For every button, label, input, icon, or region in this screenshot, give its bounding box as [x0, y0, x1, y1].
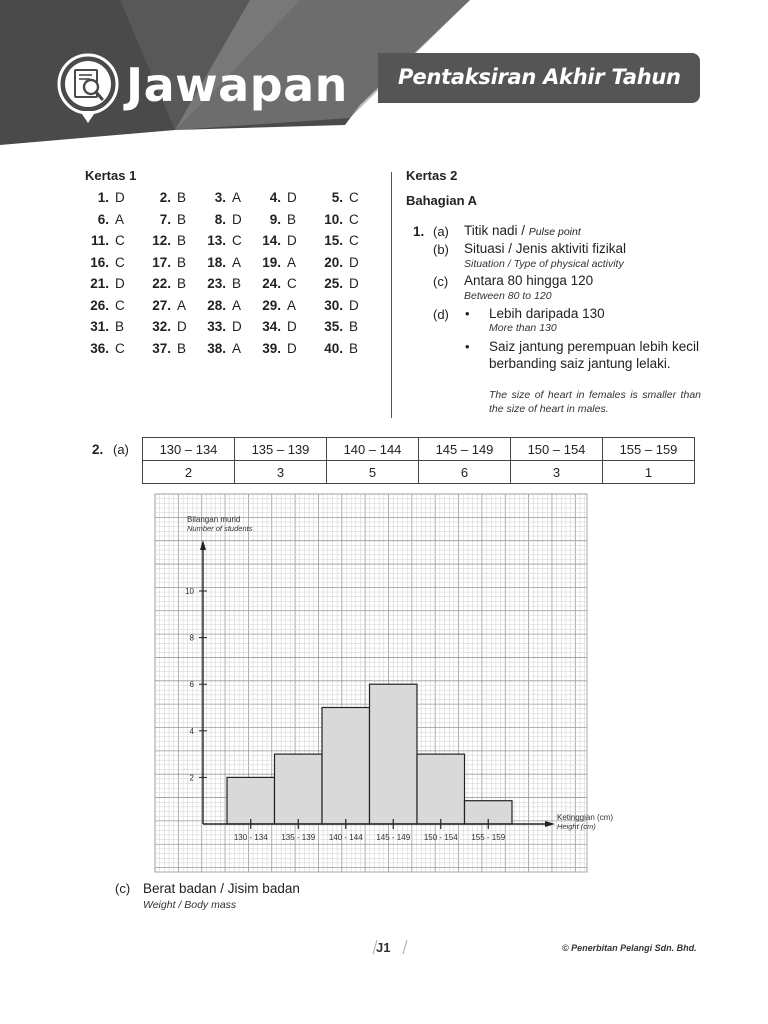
- q1d-item2-text: Saiz jantung perempuan lebih kecil berbanding saiz jantung lelaki.: [489, 339, 699, 371]
- table-value-cell: 3: [511, 461, 603, 484]
- page-title: Jawapan: [126, 58, 348, 112]
- table-value-row: [143, 461, 695, 484]
- answer-item: [202, 233, 242, 248]
- answer-number: 36.: [90, 340, 109, 356]
- answer-value: C: [349, 233, 359, 248]
- answer-item: [85, 255, 125, 270]
- answer-value: B: [177, 254, 187, 270]
- answer-number: 3.: [214, 190, 226, 205]
- q1d-item1-text: Lebih daripada 130: [489, 306, 605, 321]
- table-value-cell: 1: [603, 461, 695, 484]
- answer-number: 5.: [331, 190, 343, 205]
- x-tick-label: 150 - 154: [423, 833, 458, 842]
- answer-number: 31.: [90, 319, 109, 334]
- answer-value: D: [287, 340, 297, 356]
- answer-value: A: [287, 254, 297, 270]
- histogram-bar: [417, 754, 465, 824]
- answer-number: 1.: [97, 190, 109, 205]
- answer-item: [85, 212, 124, 227]
- answer-number: 24.: [262, 276, 281, 291]
- answer-item: [202, 212, 242, 227]
- histogram-bar: [322, 708, 370, 825]
- answer-number: 28.: [207, 297, 226, 313]
- answer-number: 16.: [90, 254, 109, 270]
- kertas1-section: [85, 168, 385, 356]
- answer-value: D: [287, 319, 297, 334]
- kertas1-title: Kertas 1: [85, 168, 137, 183]
- answer-row: [85, 341, 385, 363]
- answer-value: D: [349, 276, 359, 291]
- answer-number: 22.: [152, 276, 171, 291]
- q1b-label: (b): [433, 242, 449, 257]
- y-tick-label: 8: [189, 633, 194, 643]
- table-header-cell: 130 – 134: [143, 438, 235, 461]
- q2-number: 2.: [92, 442, 104, 457]
- histogram-svg: [155, 494, 614, 872]
- answer-item: [85, 233, 125, 248]
- answer-item: [257, 212, 296, 227]
- y-axis-label-english: Number of students: [187, 524, 253, 533]
- answer-value: D: [287, 233, 297, 248]
- answer-number: 18.: [207, 254, 226, 270]
- answer-value: D: [232, 319, 242, 334]
- answer-number: 35.: [324, 319, 343, 334]
- answer-item: [202, 319, 242, 334]
- answer-item: [319, 276, 359, 291]
- answer-value: B: [349, 340, 359, 356]
- table-header-cell: 150 – 154: [511, 438, 603, 461]
- answer-number: 20.: [324, 254, 343, 270]
- answer-row: [85, 298, 385, 320]
- page-number: J1: [376, 940, 391, 955]
- answer-item: [319, 255, 359, 270]
- answer-number: 32.: [152, 319, 171, 334]
- answer-value: A: [232, 190, 242, 205]
- q2a-label: (a): [113, 442, 129, 457]
- table-value-cell: 3: [235, 461, 327, 484]
- answer-number: 38.: [207, 340, 226, 356]
- x-tick-label: 140 - 144: [328, 833, 363, 842]
- answer-value: B: [177, 233, 187, 248]
- answer-value: A: [232, 340, 242, 356]
- answer-number: 27.: [152, 297, 171, 313]
- answer-number: 6.: [97, 211, 109, 227]
- answer-number: 17.: [152, 254, 171, 270]
- answer-number: 37.: [152, 340, 171, 356]
- answer-value: D: [115, 276, 125, 291]
- column-divider: [391, 172, 392, 418]
- answer-value: B: [232, 276, 242, 291]
- answer-value: A: [115, 211, 125, 227]
- answer-number: 11.: [90, 233, 109, 248]
- answer-row: [85, 212, 385, 234]
- answer-item: [257, 190, 297, 205]
- answer-item: [85, 190, 125, 205]
- answer-number: 25.: [324, 276, 343, 291]
- x-tick-label: 130 - 134: [233, 833, 268, 842]
- answer-item: [319, 341, 358, 356]
- q1a-text: Titik nadi / Pulse point: [464, 223, 581, 238]
- kertas1-answer-grid: [85, 190, 385, 362]
- answer-number: 23.: [207, 276, 226, 291]
- answer-item: [147, 276, 186, 291]
- answer-item: [257, 276, 297, 291]
- q2c-text: Berat badan / Jisim badan: [143, 881, 300, 896]
- answer-value: B: [287, 211, 297, 227]
- x-tick-label: 135 - 139: [281, 833, 316, 842]
- answer-item: [319, 190, 359, 205]
- y-axis-label: Bilangan murid: [187, 515, 241, 524]
- answer-value: A: [177, 297, 187, 313]
- answer-item: [257, 255, 296, 270]
- header-banner: [0, 0, 768, 150]
- answer-number: 39.: [262, 340, 281, 356]
- table-value-cell: 2: [143, 461, 235, 484]
- answer-item: [202, 341, 241, 356]
- y-tick-label: 4: [189, 726, 194, 736]
- answer-value: C: [115, 233, 125, 248]
- table-header-cell: 145 – 149: [419, 438, 511, 461]
- answer-value: C: [349, 211, 359, 227]
- answer-value: C: [115, 340, 125, 356]
- answer-value: A: [287, 297, 297, 313]
- answer-item: [319, 298, 359, 313]
- histogram-bar: [227, 777, 275, 824]
- table-value-cell: 6: [419, 461, 511, 484]
- table-value-cell: 5: [327, 461, 419, 484]
- answer-item: [85, 298, 125, 313]
- kertas2-title: Kertas 2: [406, 168, 458, 183]
- answer-number: 26.: [90, 297, 109, 313]
- answer-item: [319, 319, 358, 334]
- q1a-label: (a): [433, 224, 449, 239]
- y-tick-label: 2: [189, 773, 194, 783]
- answer-value: C: [349, 190, 359, 205]
- answer-number: 7.: [159, 211, 171, 227]
- answer-number: 4.: [269, 190, 281, 205]
- q1c-label: (c): [433, 274, 449, 289]
- answer-item: [85, 341, 125, 356]
- answer-number: 40.: [324, 340, 343, 356]
- answer-item: [147, 190, 186, 205]
- q1d-item1-english: More than 130: [489, 322, 557, 334]
- answer-item: [147, 298, 186, 313]
- answer-number: 33.: [207, 319, 226, 334]
- answer-item: [147, 341, 186, 356]
- q1-number: 1.: [413, 224, 425, 239]
- answer-item: [147, 233, 186, 248]
- table-header-cell: 140 – 144: [327, 438, 419, 461]
- y-tick-label: 6: [189, 680, 194, 690]
- answer-number: 19.: [262, 254, 281, 270]
- x-tick-label: 155 - 159: [471, 833, 506, 842]
- answer-item: [319, 212, 359, 227]
- answer-item: [202, 298, 241, 313]
- q2c-label: (c): [115, 881, 131, 896]
- q1c-english: Between 80 to 120: [464, 290, 552, 302]
- q1a-english: Pulse point: [528, 226, 581, 238]
- bullet-1: •: [465, 306, 470, 321]
- answer-value: B: [177, 211, 187, 227]
- answer-item: [202, 190, 241, 205]
- answer-value: D: [287, 190, 297, 205]
- answer-item: [147, 212, 186, 227]
- histogram-bar: [370, 684, 418, 824]
- q1d-item2-english: The size of heart in females is smaller than the size of heart in males.: [489, 389, 701, 415]
- section-title: Bahagian A: [406, 193, 478, 208]
- answer-value: B: [177, 340, 187, 356]
- histogram-bar: [275, 754, 323, 824]
- q1c-text: Antara 80 hingga 120: [464, 273, 594, 288]
- answer-item: [147, 319, 187, 334]
- answer-item: [202, 255, 241, 270]
- answer-row: [85, 233, 385, 255]
- answer-value: C: [287, 276, 297, 291]
- answer-value: A: [232, 297, 242, 313]
- answer-number: 29.: [262, 297, 281, 313]
- answer-item: [85, 319, 124, 334]
- answer-value: D: [349, 254, 359, 270]
- q1b-english: Situation / Type of physical activity: [464, 258, 624, 270]
- answer-row: [85, 190, 385, 212]
- answer-number: 10.: [324, 211, 343, 227]
- histogram-chart: [155, 494, 614, 872]
- x-tick-label: 145 - 149: [376, 833, 411, 842]
- answer-value: D: [349, 297, 359, 313]
- table-header-row: [143, 438, 695, 461]
- bullet-2: •: [465, 339, 470, 354]
- copyright-text: © Penerbitan Pelangi Sdn. Bhd.: [562, 943, 697, 953]
- answer-value: D: [115, 190, 125, 205]
- answer-row: [85, 319, 385, 341]
- answer-value: A: [232, 254, 242, 270]
- answer-item: [319, 233, 359, 248]
- answer-item: [257, 319, 297, 334]
- answer-value: B: [349, 319, 359, 334]
- q1b-text: Situasi / Jenis aktiviti fizikal: [464, 241, 627, 256]
- q2c-english: Weight / Body mass: [143, 899, 237, 911]
- answer-item: [257, 233, 297, 248]
- answer-number: 9.: [269, 211, 281, 227]
- answer-value: C: [115, 297, 125, 313]
- answer-row: [85, 276, 385, 298]
- frequency-table: [142, 437, 695, 484]
- page-subtitle: Pentaksiran Akhir Tahun: [398, 65, 681, 89]
- answer-number: 34.: [262, 319, 281, 334]
- answer-item: [85, 276, 125, 291]
- answer-item: [202, 276, 241, 291]
- y-tick-label: 10: [185, 587, 194, 596]
- answer-number: 30.: [324, 297, 343, 313]
- answer-value: D: [232, 211, 242, 227]
- q1d-label: (d): [433, 307, 449, 322]
- table-header-cell: 135 – 139: [235, 438, 327, 461]
- answer-value: C: [115, 254, 125, 270]
- answer-item: [147, 255, 186, 270]
- answer-item: [257, 341, 297, 356]
- answer-number: 13.: [207, 233, 226, 248]
- magnifier-document-icon: [55, 53, 121, 125]
- answer-number: 2.: [159, 190, 171, 205]
- x-axis-label: Ketinggian (cm): [557, 813, 614, 822]
- answer-number: 14.: [262, 233, 281, 248]
- answer-value: B: [115, 319, 125, 334]
- answer-item: [257, 298, 296, 313]
- x-axis-label-english: Height (cm): [557, 822, 596, 831]
- answer-value: D: [177, 319, 187, 334]
- answer-value: B: [177, 190, 187, 205]
- table-header-cell: 155 – 159: [603, 438, 695, 461]
- answer-number: 12.: [152, 233, 171, 248]
- answer-number: 8.: [214, 211, 226, 227]
- answer-number: 15.: [324, 233, 343, 248]
- answer-value: C: [232, 233, 242, 248]
- answer-row: [85, 255, 385, 277]
- answer-number: 21.: [90, 276, 109, 291]
- answer-value: B: [177, 276, 187, 291]
